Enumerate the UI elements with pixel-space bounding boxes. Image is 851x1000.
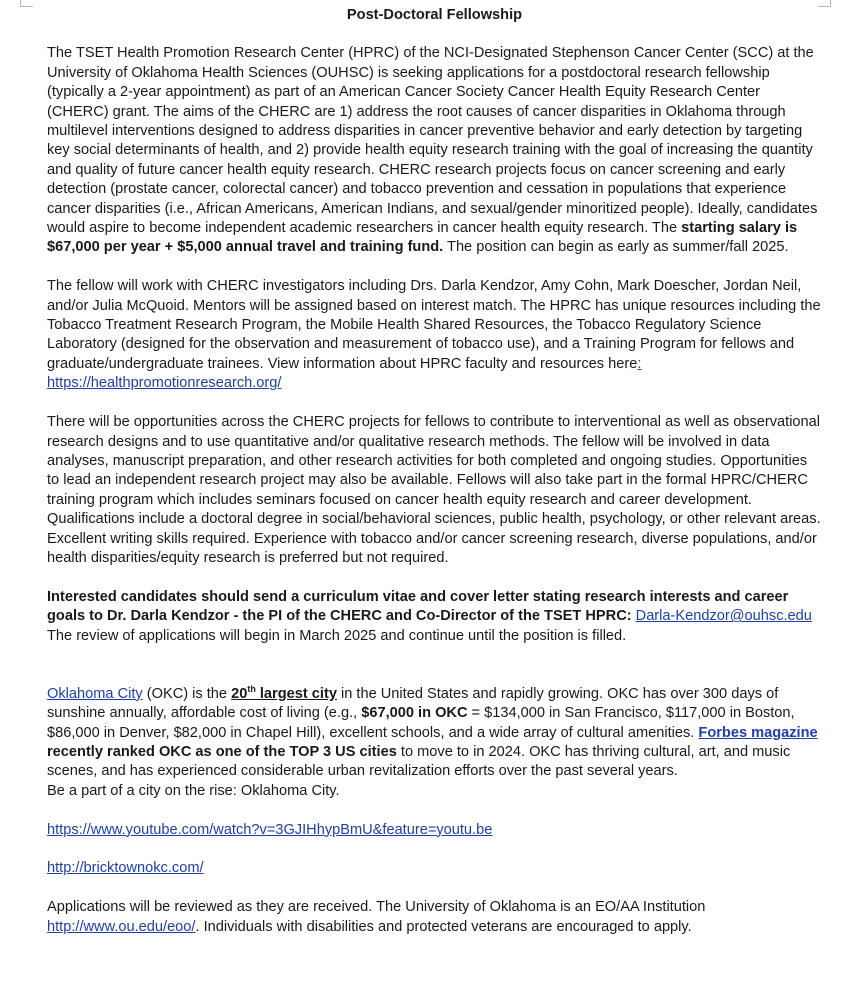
contact-email-link[interactable]: Darla-Kendzor@ouhsc.edu <box>635 608 812 625</box>
opportunities-text: There will be opportunities across the CHERC projects for fellows to contribute to interventional as well as observational research designs and to use quantitative and/or qualitative research methods. The fellow will be involved in data analyses, manuscript preparation, and other research activities for both completed and ongoing studies. Opportunities to lead an independent research project may also be available. Fellows will also take part in the formal HPRC/CHERC training program which includes seminars focused on cancer health equity research and career development. Qualifications include a doctoral degree in social/behavioral sciences, public health, psychology, or other relevant areas. Excellent writing skills required. Experience with tobacco and/or cancer screening research, diverse populations, and/or health disparities/equity research is preferred but not required. <box>47 414 821 566</box>
okc-text-c: = $134,000 in San Francisco, $117,000 in Boston, $86,000 in Denver, $82,000 in Chapel Hill), excellent schools, and a wide array of cultural amenities. <box>47 705 795 741</box>
city-rank <box>231 683 337 702</box>
eeo-text-b: . Individuals with disabilities and protected veterans are encouraged to apply. <box>195 918 692 935</box>
eeo-text-a: Applications will be reviewed as they are received. The University of Oklahoma is an EO/AA Institution <box>47 899 706 916</box>
paragraph-mentors <box>47 277 822 393</box>
paragraph-application <box>47 588 822 646</box>
forbes-link[interactable]: Forbes magazine <box>698 724 818 741</box>
document-body <box>47 6 822 956</box>
overview-text: The TSET Health Promotion Research Center (HPRC) of the NCI-Designated Stephenson Cancer Center (SCC) at the University of Oklahoma Health Sciences (OUHSC) is seeking applications for a postdoctoral research fellowship (typically a 2-year appointment) as part of an American Cancer Society Cancer Health Equity Research Center (CHERC) grant. The aims of the CHERC are 1) address the root causes of cancer disparities in Oklahoma through multilevel interventions designed to address disparities in cancer preventive behavior and early detection by targeting key social determinants of health, and 2) provide health equity research training with the goal of increasing the quantity and quality of future cancer health equity research. CHERC research projects focus on cancer screening and early detection (prostate cancer, colorectal cancer) and tobacco prevention and cessation in populations that experience cancer disparities (i.e., African Americans, American Indians, and sexual/gender minoritized people). Ideally, candidates would aspire to become independent academic researchers in cancer health equity research. The <box>47 45 818 237</box>
okc-tagline: Be a part of a city on the rise: Oklahoma City. <box>47 782 340 799</box>
okc-text-a: (OKC) is the <box>142 685 232 702</box>
oklahoma-city-link[interactable]: Oklahoma City <box>47 685 143 702</box>
okc-text-b: in the United States and rapidly growing. OKC has over 300 days of sunshine annually, affordable cost of living (e.g., <box>47 685 779 722</box>
paragraph-youtube <box>47 821 822 840</box>
city-rank-suffix: th <box>247 683 256 694</box>
paragraph-eeo <box>47 898 822 937</box>
okc-ranking-highlight: recently ranked OKC as one of the TOP 3 US cities <box>47 743 397 760</box>
okc-text-d: to move to in 2024. OKC has thriving cultural, art, and music scenes, and has experienced considerable urban revitalization efforts over the past several years. <box>47 743 791 780</box>
page-corner-mark-left <box>20 0 33 7</box>
overview-start-text: The position can begin as early as summer/fall 2025. <box>443 239 789 256</box>
ou-eoo-link[interactable]: http://www.ou.edu/eoo/ <box>47 918 196 935</box>
hprc-website-link[interactable]: : https://healthpromotionresearch.org/ <box>47 355 642 392</box>
mentors-text: The fellow will work with CHERC investigators including Drs. Darla Kendzor, Amy Cohn, Mark Doescher, Jordan Neil, and/or Julia McQuoid. Mentors will be assigned based on interest match. The HPRC has unique resources including the Tobacco Treatment Research Program, the Mobile Health Shared Resources, the Tobacco Regulatory Science Laboratory (designed for the observation and measurement of tobacco use), and a Training Program for fellows and graduate/undergraduate trainees. View information about HPRC faculty and resources here <box>47 278 821 372</box>
application-instructions: Interested candidates should send a curriculum vitae and cover letter stating research interests and career goals to Dr. Darla Kendzor - the PI of the CHERC and Co-Director of the TSET HPRC: <box>47 588 789 625</box>
salary-highlight: starting salary is $67,000 per year + $5,000 annual travel and training fund. <box>47 220 798 256</box>
spacer <box>47 665 822 684</box>
city-rank-label: largest city <box>255 685 337 702</box>
paragraph-overview <box>47 44 822 257</box>
youtube-link[interactable]: https://www.youtube.com/watch?v=3GJIHhypBmU&feature=youtu.be <box>47 821 493 838</box>
bricktown-link[interactable]: http://bricktownokc.com/ <box>47 860 204 877</box>
okc-cost-highlight: $67,000 in OKC <box>361 705 468 722</box>
review-timeline-text: The review of applications will begin in March 2025 and continue until the position is filled. <box>47 627 627 644</box>
paragraph-okc <box>47 685 822 801</box>
page-title: Post-Doctoral Fellowship <box>346 7 523 23</box>
paragraph-bricktown <box>47 859 822 878</box>
paragraph-opportunities <box>47 413 822 568</box>
city-rank-number: 20 <box>231 685 248 702</box>
